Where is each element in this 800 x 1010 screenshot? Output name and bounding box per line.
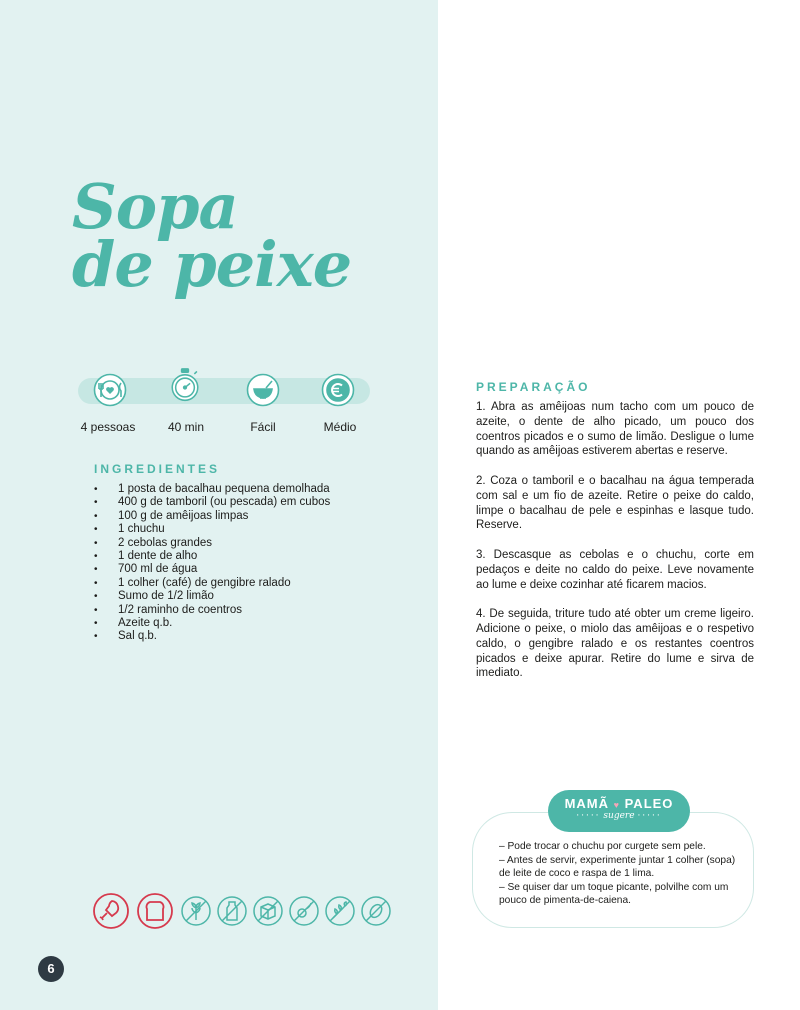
stopwatch-icon [168,368,206,408]
preparation-step: 1. Abra as amêijoas num tacho com um pouco de azeite, o dente de alho picado, um pouco dos coentros picados e o sumo de limão. Desligue o lume quando as amêijoas estiverem abertas e reserve. [476,401,754,458]
ingredient-item: • 700 ml de água [94,563,394,576]
no-wheat-icon [324,895,356,927]
ingredient-item: • Sumo de 1/2 limão [94,590,394,603]
euro-coin-icon [321,373,355,407]
tips-list [499,840,744,908]
preparation-steps [476,400,754,696]
bread-icon [136,892,174,930]
brand-name [548,796,690,811]
no-sugar-cube-icon [252,895,284,927]
ingredient-item: • 400 g de tamboril (ou pescada) em cubos [94,496,394,509]
tip-item: – Se quiser dar um toque picante, polvilhe com um pouco de pimenta-de-caiena. [499,881,729,907]
preparation-step: 4. De seguida, triture tudo até obter um creme ligeiro. Adicione o peixe, o miolo das amêijoas e o respetivo caldo, o gengibre ralado e os restantes coentros picados e deixe apurar. Retire do lume e sirva de imediato. [476,608,754,680]
ingredient-item: • 1 dente de alho [94,550,394,563]
tip-item: – Antes de servir, experimente juntar 1 colher (sopa) de leite de coco e raspa de 1 lima. [499,854,736,880]
ingredient-item: • 1 colher (café) de gengibre ralado [94,577,394,590]
no-dairy-bottle-icon [216,895,248,927]
mama-paleo-badge [548,790,690,832]
ingredients-heading: INGREDIENTES [94,462,221,476]
brand-subtitle-text: sugere [603,811,635,821]
mortar-icon [246,373,280,407]
dots-left-icon: ····· [576,811,601,821]
recipe-title-line-2: de peixe [72,228,352,301]
brand-right: PALEO [624,796,674,811]
preparation-step: 2. Coza o tamboril e o bacalhau na água temperada com sal e um fio de azeite. Retire o peixe do caldo, limpe o bacalhau de pele e espinhas e lasque tudo. Reserve. [476,474,754,532]
ingredient-item: • 1/2 raminho de coentros [94,604,394,617]
ingredient-item: • 1 posta de bacalhau pequena demolhada [94,483,394,496]
servings-label: 4 pessoas [80,420,136,434]
dots-right-icon: ····· [637,811,662,821]
preparation-heading: PREPARAÇÃO [476,380,591,394]
tip-item: – Pode trocar o chuchu por curgete sem pele. [499,841,706,852]
no-nut-icon [360,895,392,927]
plate-icon [93,373,127,407]
ingredient-item: • 1 chuchu [94,523,394,536]
preparation-step: 3. Descasque as cebolas e o chuchu, corte em pedaços e deite no caldo do peixe. Leve novamente ao lume e deixe cozinhar até ficarem macios. [476,548,754,591]
heart-icon: ♥ [613,800,620,810]
difficulty-label: Fácil [250,420,276,434]
no-grain-icon [180,895,212,927]
cost-label: Médio [323,420,357,434]
ingredient-item: • 100 g de amêijoas limpas [94,510,394,523]
recipe-title [72,170,352,301]
brand-left: MAMÃ [564,796,609,811]
recipe-title-line-1: Sopa [72,170,238,243]
ingredients-list [94,483,394,644]
page-number-badge: 6 [38,956,64,982]
meat-drumstick-icon [92,892,130,930]
brand-subtitle [548,811,690,821]
time-label: 40 min [167,420,205,434]
ingredient-item: • Sal q.b. [94,630,394,643]
no-legume-icon [288,895,320,927]
ingredient-item: • Azeite q.b. [94,617,394,630]
ingredient-item: • 2 cebolas grandes [94,537,394,550]
